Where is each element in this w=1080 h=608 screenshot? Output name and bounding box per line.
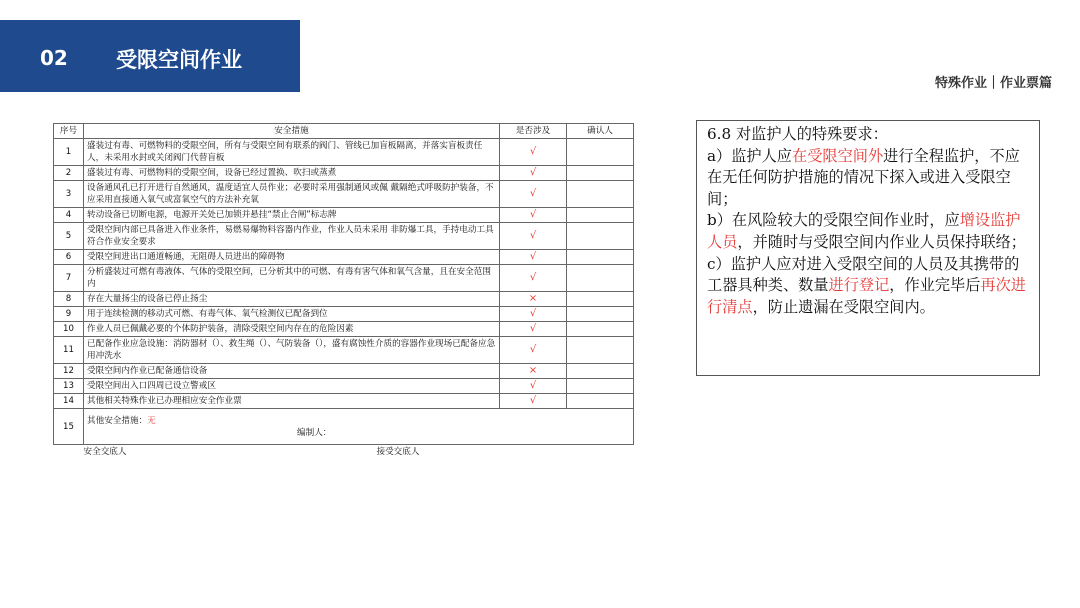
section-number: 02 [40,46,68,70]
note-c-highlight-2: 再次进行清点 [707,276,1026,316]
safety-measures-table [53,123,634,459]
row-confirmer [567,265,634,292]
table-row [54,379,634,394]
row-number: 13 [54,379,84,394]
row-involved-mark: × [500,364,567,379]
row-confirmer [567,292,634,307]
row-involved-mark: × [500,292,567,307]
row-confirmer [567,139,634,166]
row-measure: 受限空间出入口四周已设立警戒区 [84,379,500,394]
row-involved-mark: √ [500,307,567,322]
signoff-labels [54,445,500,460]
row-number: 10 [54,322,84,337]
row-measure: 已配备作业应急设施：消防器材（）、救生绳（）、气防装备（），盛有腐蚀性介质的容器作业现场已配备应急用冲洗水 [84,337,500,364]
other-measures-label: 其他安全措施： [87,415,148,426]
col-header-confirmer: 确认人 [567,124,634,139]
col-header-involved: 是否涉及 [500,124,567,139]
row-measure: 分析盛装过可燃有毒液体、气体的受限空间，已分析其中的可燃、有毒有害气体和氧气含量，且在安全范围内 [84,265,500,292]
row-measure: 转动设备已切断电源，电源开关处已加锁并悬挂“禁止合闸”标志牌 [84,208,500,223]
row-involved-mark: √ [500,208,567,223]
note-a-text: a）监护人应 [707,146,792,165]
row-number: 15 [54,409,84,445]
table-row [54,364,634,379]
row-involved-mark: √ [500,379,567,394]
note-b-text-end: ，并随时与受限空间内作业人员保持联络； [737,232,1026,251]
row-confirmer [567,337,634,364]
table-row [54,139,634,166]
row-measure: 受限空间内部已具备进入作业条件，易燃易爆物料容器内作业，作业人员未采用 非防爆工具，手持电动工具符合作业安全要求 [84,223,500,250]
note-item-a [707,146,1031,211]
table-header-row [54,124,634,139]
row-measure: 盛装过有毒、可燃物料的受限空间，设备已经过置换、吹扫或蒸煮 [84,166,500,181]
note-a-highlight: 在受限空间外 [792,146,884,165]
row-confirmer [567,307,634,322]
row-number: 14 [54,394,84,409]
note-a-text-end: 进行全程监护，不应在无任何防护措施的情况下探入或进入受限空间； [707,146,1020,208]
table-row [54,250,634,265]
supervisor-requirements-box [696,120,1040,376]
row-confirmer [567,181,634,208]
note-c-text-mid: ，作业完毕后 [889,276,981,295]
row-involved-mark: √ [500,394,567,409]
briefing-receiver-label: 接受交底人 [376,447,420,457]
table-row [54,292,634,307]
table-footer-row [54,445,634,460]
table-row [54,322,634,337]
table-row [54,166,634,181]
row-number: 4 [54,208,84,223]
row-involved-mark: √ [500,337,567,364]
row-number: 3 [54,181,84,208]
row-measure: 受限空间内作业已配备通信设备 [84,364,500,379]
table-row [54,337,634,364]
row-measure: 存在大量扬尘的设备已停止扬尘 [84,292,500,307]
note-c-highlight-1: 进行登记 [828,276,890,295]
table-row [54,394,634,409]
row-measure: 受限空间进出口通道畅通，无阻碍人员进出的障碍物 [84,250,500,265]
row-involved-mark: √ [500,322,567,337]
row-confirmer [567,166,634,181]
col-header-measures: 安全措施 [84,124,500,139]
note-item-c [707,254,1031,319]
compiler-label: 编制人： [297,427,332,438]
table-body [54,139,634,460]
section-title: 受限空间作业 [116,48,242,72]
row-measure: 盛装过有毒、可燃物料的受限空间，所有与受限空间有联系的阀门、管线已加盲板隔离，并落实盲板责任人，未采用水封或关闭阀门代替盲板 [84,139,500,166]
note-c-text-end: ，防止遗漏在受限空间内。 [752,297,935,316]
row-confirmer [567,394,634,409]
row-confirmer [567,379,634,394]
breadcrumb: 特殊作业｜作业票篇 [934,76,1052,91]
note-title: 6.8 对监护人的特殊要求： [707,125,888,143]
safety-briefer-label: 安全交底人 [83,447,127,457]
row-measure: 其他相关特殊作业已办理相应安全作业票 [84,394,500,409]
row-measure: 作业人员已佩戴必要的个体防护装备，清除受限空间内存在的危险因素 [84,322,500,337]
row-number: 7 [54,265,84,292]
table-row [54,265,634,292]
other-measures-value: 无 [147,415,156,426]
table-row [54,307,634,322]
row-number: 2 [54,166,84,181]
row-number: 11 [54,337,84,364]
row-involved-mark: √ [500,223,567,250]
row-number: 9 [54,307,84,322]
row-number: 5 [54,223,84,250]
row-confirmer [567,250,634,265]
note-b-highlight: 增设监护人员 [707,211,1021,251]
row-involved-mark: √ [500,265,567,292]
row-involved-mark: √ [500,181,567,208]
table-row [54,223,634,250]
note-c-text: c）监护人应对进入受限空间的人员及其携带的工器具种类、数量 [707,254,1020,295]
row-involved-mark: √ [500,250,567,265]
row-number: 6 [54,250,84,265]
row-involved-mark: √ [500,166,567,181]
table-row-other [54,409,634,445]
row-other-measures [84,409,634,445]
row-confirmer [567,364,634,379]
row-number: 1 [54,139,84,166]
note-item-b [707,210,1031,253]
col-header-no: 序号 [54,124,84,139]
table-row [54,181,634,208]
row-number: 12 [54,364,84,379]
row-involved-mark: √ [500,139,567,166]
row-measure: 设备通风孔已打开进行自然通风，温度适宜人员作业；必要时采用强制通风或佩 戴隔绝式呼吸防护装备，不应采用直接通入氧气或富氧空气的方法补充氧 [84,181,500,208]
row-confirmer [567,322,634,337]
row-confirmer [567,223,634,250]
table-row [54,208,634,223]
note-b-text: b）在风险较大的受限空间作业时，应 [707,211,960,230]
row-measure: 用于连续检测的移动式可燃、有毒气体、氧气检测仪已配备到位 [84,307,500,322]
row-number: 8 [54,292,84,307]
row-confirmer [567,208,634,223]
